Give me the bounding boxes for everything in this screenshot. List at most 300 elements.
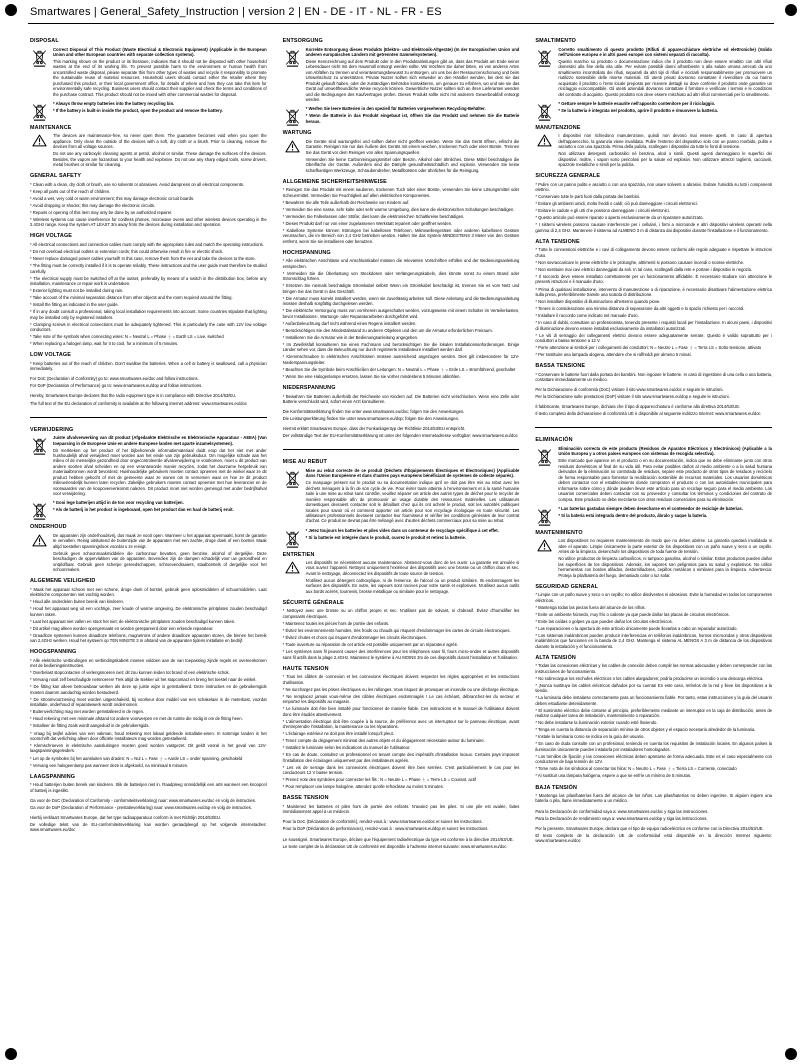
registration-mark-top-right [785,4,797,16]
paragraph: * L'éclairage extérieur ne doit pas être installé lorsqu'il pleut. [282,731,394,737]
section [535,363,772,384]
paragraph: * Bewahren Sie Batterien außerhalb der Reichweite von Kindern auf. Die Batterien nicht verschlucken. Wenn eine Zelle oder Batterie verschluckt wird, sofort einen Arzt konsultieren. [282,393,520,405]
paragraph: * Never replace damaged power cables yourself! In this case, remove them from the net and take the devices to the store. [30,256,256,262]
paragraph: * Conservare le batterie fuori dalla portata dei bambini. Non ingoiare le batterie. In caso di ingestione di una cella o una batteria, contattare immediatamente un medico. [535,371,772,383]
paragraph: * Les systèmes sans fil peuvent causer des interférences pour les téléphones sans fil, fours micro-ondes et autres dispositifs sans fil actifs dans la plage 2,4GHz. Maintenez le système à AU MOINS 3m de ces dispositifs durant l'installation et l'utilisation. [282,649,520,660]
paragraph: * Avoid dropping or shocks; this may damage the electronic circuits. [30,202,156,208]
section-text [535,372,772,385]
paragraph: * Tous les câbles de connexion et les connexions électriques doivent respecter les règles appropriées et les instructions d'utilisation. [282,674,520,685]
section-heading: HIGH VOLTAGE [30,233,73,240]
section-text [53,133,267,169]
language-block-en [30,38,267,408]
paragraph: Hereby, Smartwares Europe declares that the radio equipment type is in compliance with Directive 2014/53/EU. [30,393,237,399]
paragraph: * Alle elektrische verbindingen en verbindingskabels moeten voldoen aan de van toepassing zijnde regels en overeenkomen met de bedieningsinstructies. [30,657,267,669]
paragraph: * Maintenez les batteries et piles hors de portée des enfants. N'avalez pas les piles. Si une pile est avalée, faites immédiatement appel à un médecin. [282,803,520,815]
section [535,125,772,169]
paragraph: Este marcado que aparece en el producto o en su documentación, indica que no debe eliminarse junto con otros residuos domésticos al final de su vida útil. Para evitar posibles daños al medio ambiente o a la salud humana derivados de la eliminación no controlada de residuos, separe este producto de otros tipos de residuos y recíclelo de forma responsable para fomentar la reutilización sostenible de recursos materiales. Los usuarios domésticos deben contactar con el establecimiento donde compraron el producto o con las autoridades municipales para informarse sobre cómo y dónde pueden llevar este artículo para un reciclaje seguro para el medio ambiente. Los usuarios comerciales deben contactar con su proveedor y consultar los términos y condiciones del contrato de compra. Este producto no debe mezclarse con otros residuos comerciales para su eliminación. [558,458,772,502]
section-text [535,592,772,651]
paragraph: * Évitez les environnements humides, très froids ou chauds qui risquent d'endommager les cartes de circuits électroniques. [282,627,511,633]
weee-bin-icon [30,101,49,121]
paragraph: Diese Kennzeichnung auf dem Produkt oder in den Produktanleitungen gibt an, dass das Produkt am Ende seiner Lebensdauer nicht mit dem Hausmüll entsorgt werden sollte. Wir möchten Sie daher bitten, es von anderen Arten von Abfällen zu trennen und verantwortungsbewusst zu entsorgen, um uns bei der Ressourcenschonung und beim Umweltschutz zu unterstützen. Private Nutzer sollten sich entweder an den Händler wenden, bei dem sie das Produkt gekauft haben, oder die zuständigen Behörden kontaktieren, um genauer zu erfahren, wo und wie sie das Gerät auf umweltfreundliche Weise recyceln können. Gewerbliche Nutzer sollten sich an ihren Lieferanten wenden und die Bedingungen des Kaufvertrages prüfen. Dieses Produkt sollte nicht mit anderem Gewerbeabfall entsorgt werden. [305,59,520,103]
section-heading: SEGURIDAD GENERAL [535,583,599,590]
paragraph: * Overbelast stopcontacten of verlengsnoeren niet; dit zou kunnen leiden tot brand of een elektrische schok. [30,670,230,676]
paragraph: * Evitare le cadute e gli urti che possono danneggiare i circuiti elettronici. [535,208,670,214]
section-heading: ENTSORGUNG [282,38,323,44]
paragraph: Do not use any carboxylic cleaning agents or petrol, alcohol or similar. These damage the surfaces of the devices. Besides, the vapors are hazardous to your health and explosive. Do not use any sharp edged tools, screw drivers, metal brushes or similar for cleaning. [53,151,267,168]
section-row [283,426,520,440]
section-row [283,187,520,246]
section [535,239,772,359]
paragraph: I dispositivi non richiedono manutenzione, quindi non devono mai essere aperti. In caso di apertura dell'apparecchio, la garanzia viene invalidata. Pulire l'esterno del dispositivo solo con un panno morbido, pulito e asciutto o con una spazzola. Prima della pulizia, scollegare i dispositivi da tutte le fonti di tensione. [558,133,772,150]
paragraph: * Non installare dispositivi di illuminazione all'esterno quando piove. [535,299,661,305]
section-row [535,182,772,235]
section-row [535,592,772,651]
paragraph: * Si la batterie est intégrée dans le produit, ouvrez le produit et retirez la batterie. [305,534,466,540]
section-row [535,446,772,504]
warning-triangle-icon [535,538,554,579]
section-row [535,538,772,579]
section-text [306,47,520,105]
paragraph: * Take note of the symbols when connecting wires: N = Neutral L = Phase ⏚ = Earth LS = Live, switched [30,334,224,340]
section [283,130,520,174]
section-heading: GENERAL SAFETY [30,173,82,180]
weee-bin-icon [535,446,554,504]
paragraph: * Todas las conexiones eléctricas y los cables de conexión deben cumplir las normas adecuadas y deben corresponder con las instrucciones de funcionamiento. [535,663,772,674]
paragraph: * La luminaria debe instalarse correctamente para un funcionamiento fiable. Por tanto, estas instrucciones y la guía del usuario deben estudiarse detenidamente. [535,695,772,706]
registration-mark-top-left [5,4,17,16]
paragraph: * No sobrecargue los enchufes eléctricos o los cables alargadores; podría producirse un incendio o una descarga eléctrica. [535,675,764,681]
paragraph: * El suministro eléctrico debe cortarse al principio, preferiblemente mediante un interruptor en la caja de distribución, antes de realizar cualquier tarea de instalación, mantenimiento o reparación. [535,707,772,719]
paragraph: For DoP (Declaration of Performance) go to: www.smartwares.eu/dop and follow instructions. [30,383,203,389]
paragraph: * Evite un ambiente húmedo, muy frío o caliente ya que puede dañar las placas de circuitos electrónicos. [535,611,730,617]
paragraph: * Installez le luminaire selon les indications du manuel de l'utilisateur. [282,745,411,751]
weee-bin-icon [535,47,554,99]
paragraph: * Vermeiden Sie eine nasse, sehr kalte oder sehr warme Umgebung, dies kann die elektronischen Schaltungen beschädigen. [282,206,515,212]
paragraph: Non utilizzare detergenti carbossilici né benzina, alcol o simili. Questi agenti danneggiano le superfici dei dispositivi. Inoltre, i vapori sono pericolosi per la salute ed esplosivi. Non utilizzare attrezzi taglienti, cacciaviti, spazzole metalliche o simili per la pulizia. [558,151,772,168]
paragraph: * Pour remplacer une lampe halogène, attendez qu'elle refroidisse au moins 5 minutes. [282,784,444,790]
paragraph: * Jetez toujours les batteries et piles vides dans un conteneur de recyclage spécifique à cet effet. [305,527,499,533]
section-text [30,798,267,812]
section-row [283,47,520,105]
paragraph: N'utilisez aucun détergent carboxylique, ni de l'essence, de l'alcool ou un produit similaire. Ils endommagent les surfaces des dispositifs. En outre, les vapeurs sont nocives pour votre santé et explosives. N'utilisez aucun outils aux bords acérés, tournevis, brosse métallique ou similaire pour le nettoyage. [305,577,520,594]
section-text [283,409,520,423]
section-heading: BASSA TENSIONE [535,363,586,370]
paragraph: * Maak het apparaat schoon met een schone, droge doek of borstel, gebruik geen oplosmiddelen of schuurmiddelen. Laat elektrische componenten niet vochtig worden. [30,586,267,598]
section [283,600,520,662]
section-text [30,242,267,348]
section-row [283,528,520,548]
section-text [535,826,772,846]
section-row [283,468,520,526]
paragraph: Pour la DoC (Déclaration de conformité), rendez-vous à : www.smartwares.eu/doc et suivez les instructions. [282,819,483,825]
section-row [535,506,772,526]
paragraph: * Als de batterij in het product is ingebouwd, open het product dan en haal de batterij eruit. [53,507,234,513]
paragraph: Por la presente, Smartwares Europe, declara que el tipo de equipo radioeléctrico es conforme con la Directiva 2014/53/UE. [535,825,764,831]
section-row [30,242,267,348]
section-text [283,426,520,440]
paragraph: No utilice productos de limpieza carboxílicos, ni tampoco gasolina, alcohol o similar. Estos productos pueden dañar las superficies de los dispositivos. Además, los vapores son peligrosos para su salud y explosivos. No utilice herramientas con bordes afilados, destornilladores, cepillos metálicos o similares para la limpieza. Advertencia: Proteja la pila/batería del fuego, demasiado calor o luz solar. [558,556,772,578]
block-divider [535,427,772,428]
weee-bin-icon [283,528,302,548]
paragraph: Para la Declaración de conformidad vaya a: www.smartwares.eu/doc y siga las instrucciones. [535,808,709,814]
paragraph: * Repairs or opening of this item may only be done by an authorized repairer. [30,209,173,215]
paragraph: Questo marchio su prodotto o documentazione indica che il prodotto non deve essere smaltito con altri rifiuti domestici alla fine della vita utile. Per evitare possibili danni all'ambiente o alla salute umana arrecati da uno smaltimento incontrollato dei rifiuti, separarli da altri tipi di rifiuti e riciclarli responsabilmente per promuovere un riutilizzo sostenibile delle risorse materiali. Gli utenti privati dovranno contattare il rivenditore da cui hanno acquistato il prodotto o l'ente locale preposto per ricevere dettagli su dove conferire il prodotto onde garantire un riciclaggio ecocompatibile. Gli utenti aziendali dovranno contattare il fornitore e verificare i termini e le condizioni del contratto di acquisto. Questo prodotto non deve essere mischiato ad altri rifiuti commerciali per lo smaltimento. [558,59,772,97]
section-row [30,376,267,390]
weee-bin-icon [535,101,554,121]
paragraph: * Per sostituire una lampada alogena, attendere che si raffreddi per almeno 5 minuti. [535,352,692,358]
section-text [558,506,772,526]
section-text [558,47,772,99]
registration-mark-bottom-right [785,1048,797,1060]
section-heading: MISE AU REBUT [282,459,327,466]
paragraph: Il testo completo della dichiarazione di conformità UE è disponibile al seguente indirizzo Internet: www.smartwares.eu/doc [535,411,761,417]
paragraph: * Houd rekening met een minimale afstand tot andere voorwerpen en met de ruimte die nodig is om de fitting heen. [30,716,243,722]
paragraph: * Nettoyez avec une brosse ou un chiffon propre et sec. N'utilisez pas de solvant, ni d'abrasif. Évitez d'humidifier les composants électriques. [282,608,520,619]
paragraph: * All electrical connections and connection cables must comply with the appropriate rules and match the operating instructions. [30,241,264,247]
paragraph: Verwenden Sie keine Carbonreinigungsmittel oder Benzin, Alkohol oder ähnliches. Diese Mittel beschädigen die Oberfläche der Geräte. Außerdem sind die Dämpfe gesundheitsschädlich und explosiv. Verwenden Sie keine scharfkantigen Werkzeuge, Schraubendreher, Metallbürsten oder ähnliches für die Reinigung. [305,156,520,173]
warning-triangle-icon [535,133,554,169]
paragraph: Les dispositifs ne nécessitent aucune maintenance. Abstenez-vous donc de les ouvrir. La garantie est annulée si vous ouvrez l'appareil. Nettoyez uniquement l'extérieur des dispositifs avec une brosse ou un chiffon doux et sec. Avant le nettoyage, déconnectez les dispositifs de toute source de tension. [305,560,520,576]
section-row [535,101,772,121]
language-block-de [283,38,520,440]
section-text [30,182,267,230]
section-text [306,106,520,126]
section-row [535,793,772,806]
section-heading: SICUREZZA GENERALE [535,173,601,180]
paragraph: * The electrical supply must be switched off at the outset, preferably by means of a switch in the distribution box, before any installation, maintenance or repair work is undertaken. [30,275,267,287]
paragraph: * Berücksichtigen Sie den Mindestabstand zu anderen Objekten und den um die Armatur erforderlichen Freiraum. [282,327,493,333]
section-row [283,608,520,661]
section-row [30,361,267,374]
section-text [306,139,520,175]
paragraph: * Las reparaciones o la apertura de este artículo únicamente puede llevarlas a cabo un reparador autorizado. [535,625,738,631]
paragraph: * Wenn die Batterie in das Produkt eingebaut ist, öffnen Sie das Produkt und nehmen Sie die Batterie heraus. [305,113,520,124]
section-row [283,837,520,851]
section-text [283,819,520,833]
paragraph: * Draadloze systemen kunnen draadloze telefoons, magnetrons of andere draadloze apparaten storen, die binnen het bereik van 2,4GHz werken. Houd het systeem op TEN MINSTE 3 m afstand van de apparaten tijdens installatie en bedrijf. [30,632,267,644]
section [283,385,520,406]
section [30,524,267,574]
section [30,774,267,795]
section [283,666,520,792]
section [283,837,520,851]
section [30,427,267,521]
section-heading: HOCHSPANNUNG [282,249,331,256]
section-row [30,798,267,812]
section [30,38,267,121]
columns [30,34,772,1046]
section-heading: BASSE TENSION [282,795,329,802]
section [535,173,772,235]
section [283,250,520,381]
paragraph: * Evite las caídas o golpes ya que pueden dañar los circuitos electrónicos. [535,618,673,624]
paragraph: * Vraag bij twijfel advies van een vakman, houd rekening met lokaal geldende installatie-eisen. In sommige landen is het voorschrift dat verlichting alleen door officiële installateurs mag worden geïnstalleerd. [30,730,267,741]
paragraph: * Gettare sempre le batterie esaurite nell'apposito contenitore per il riciclaggio. [558,100,716,106]
section-heading: LOW VOLTAGE [30,352,71,359]
paragraph: Mise au rebut correcte de ce produit (Déchets d'Équipements Électriques et Électroniques) (Applicable dans l'Union Européenne et dans d'autres pays européens bénéficiant de systèmes de collecte séparés). [305,467,520,479]
section-row [283,139,520,175]
section-row [30,393,267,407]
warning-triangle-icon [283,139,302,175]
section-text [535,387,772,401]
section [283,409,520,423]
section-text [53,435,267,498]
section-heading: MANTENIMIENTO [535,529,583,536]
paragraph: * Houd alle onderdelen buiten bereik van kinderen. [30,599,125,605]
paragraph: * Keep batteries out of the reach of children. Don't swallow the batteries. When a cell or battery is swallowed, call a physician immediately. [30,360,267,372]
section-heading: MAINTENANCE [30,124,72,131]
section [283,552,520,596]
section-heading: ALLGEMEINE SICHERHEITSHINWEISE [282,178,387,185]
section-text [30,587,267,646]
paragraph: * Tenere in considerazione una minima distanza di separazione da altri oggetti e lo spazio richiesto per i raccordi. [535,306,745,312]
paragraph: * Non sostituire mai cavi elettrici danneggiati da soli. In tal caso, scollegarli dalla rete e portare i dispositivi in negozio. [535,266,753,272]
section-heading: ELIMINACIÓN [535,437,573,444]
section-text [53,500,267,520]
section-row [535,663,772,780]
paragraph: * De fitting kan alleen betrouwbaar werken als deze op juiste wijze is geïnstalleerd. Deze instructies en de gebruikersgids moeten daarom aandachtig worden bestudeerd. [30,684,267,695]
section-text [30,815,267,835]
paragraph: * When replacing a halogen lamp, wait for it to cool, for a minimum of 5 minutes. [30,341,179,347]
section-heading: ENTRETIEN [282,551,315,558]
paragraph: * Exterior lighting must not be installed during rain. [30,288,124,294]
paragraph: * En caso de duda consulte con un profesional, teniendo en cuenta los requisitos de instalación locales. En algunos países la iluminación únicamente pueden instalarla por instaladores homologados. [535,741,772,752]
paragraph: The devices are maintenance-free, so never open them. The guarantee becomes void when you open the appliance. Only clean the outside of the devices with a soft, dry cloth or a brush. Prior to cleaning, remove the devices from all voltage sources. [53,133,267,150]
section-row [30,500,267,520]
paragraph: * Install the fitting as indicated in the user guide. [30,302,119,308]
paragraph: * Évitez chutes et chocs qui risquent d'endommager les circuits électroniques. [282,635,427,641]
paragraph: * If in any doubt consult a professional, taking local installation requirements into account. Some countries stipulate that lighting may be installed only by registered installers. [30,309,267,320]
section [30,125,267,169]
paragraph: * En cas de doute, consultez un professionnel en tenant compte des impératifs d'installation locaux. Certains pays imposent l'installation des éclairages uniquement par des installateurs agréés. [282,752,520,763]
paragraph: * Le viti di serraggio dei collegamenti elettrici devono essere adeguatamente serrate. Questo è valido soprattutto per i conduttori a bassa tensione a 12 V. [535,332,772,344]
section-row [535,404,772,418]
paragraph: * Prenez note des symboles pour connecter les fils : N = Neutre L = Phase ⏚ = Terre LS = Courant, actif [282,777,477,783]
paragraph: Le texte complet de la déclaration UE de conformité est disponible à l'adresse internet suivante: www.smartwares.eu/doc [282,843,507,849]
paragraph: * Tenez compte du dégagement minimal des autres objets et du dégagement nécessaire autour du luminaire. [282,738,485,744]
block-divider [30,417,267,418]
section-heading: MANUTENZIONE [535,124,581,131]
weee-bin-icon [283,47,302,105]
section [535,809,772,823]
language-block-it [535,38,772,418]
paragraph: Il fabbricante, Smartwares Europe, dichiara che il tipo di apparecchiatura è conforme alla direttiva 2014/53/UE. [535,404,741,410]
paragraph: Per la Dichiarazione di conformità (DoC) visitare il sito www.smartwares.eu/doc e seguire le istruzioni. [535,387,724,393]
paragraph: * Clean with a clean, dry cloth or brush, use no solvents or abrasives. Avoid dampness on all electrical components. [30,181,245,187]
paragraph: For DoC (Declaration of Conformity) go to: www.smartwares.eu/doc and follow instructions. [30,376,199,382]
paragraph: * Les vis de serrage dans les connexions électriques doivent être bien serrées. C'est particulièrement le cas pour les conducteurs 12 V basse tension. [282,764,520,776]
paragraph: Die Leistungserklärung finden Sie unter www.smartwares.eu/dop; folgen Sie den Anweisungen. [282,416,460,422]
paragraph: De volledige tekst van de EU-conformiteitsverklaring kan worden geraadpleegd op het volgende internetadres: www.smartwares.eu/doc [30,821,267,833]
paragraph: * Porre attenzione ai simboli per i collegamenti dei conduttori: N = Neutro L = Fase ⏚ = Terra LS = Sotto tensione, attivato [535,345,762,351]
paragraph: Hierbij verklaart Smartwares Europe, dat het type radioapparatuur conform is met Richtlijn 2014/53/EU. [30,814,222,820]
section-row [30,533,267,574]
section-text [53,533,267,574]
section [30,798,267,812]
section-row [283,560,520,596]
paragraph: * De stroomvoorziening moet worden uitgeschakeld, bij voorkeur door middel van een schakelaar in de meterkast, voordat installatie, onderhoud of reparatiewerk wordt ondernomen. [30,696,267,708]
paragraph: * Always throw empty batteries into the battery recycling bin. [53,100,175,106]
paragraph: * Take account of the minimal separation distance from other objects and the room required around the fitting. [30,295,233,301]
paragraph: * Vermeiden Sie die Überlastung von Steckdosen oder Verlängerungskabeln, dies könnte sonst zu einem Brand oder Stromschlag führen. [282,270,520,282]
section-row [283,106,520,126]
section [283,459,520,547]
paragraph: * Limpie con un paño suave y seco o un cepillo; no utilice disolventes ni abrasivos. Evite la humedad en todos los componentes eléctricos. [535,592,772,603]
section-row [535,826,772,846]
paragraph: * Questo articolo può essere riparato o aperto esclusivamente da un riparatore autorizzato. [535,215,704,221]
paragraph: * Avoid a wet, very cold or warm environment; this may damage electronic circuit boards. [30,195,195,201]
column-1 [30,34,267,837]
warning-triangle-icon [30,533,49,574]
paragraph: This marking shown on the product or its literature, indicates that it should not be disposed with other household wastes at the end of its working life. To prevent possible harm to the environment or human health from uncontrolled waste disposal, please separate this from other types of wastes and recycle it responsibly to promote the sustainable reuse of material resources. Household users should contact either the retailer where they purchased this product, or their local government office, for details of where and how they can take this item for environmentally safe recycling. Business users should contact their supplier and check the terms and conditions of the purchase contract. This product should not be mixed with other commercial wastes for disposal. [53,59,267,97]
paragraph: * Tome nota de los símbolos al conectar los hilos: N = Neutro L = Fase ⏚ = Tierra LS = Corriente, conectado [535,766,737,772]
section-row [30,182,267,230]
weee-bin-icon [283,468,302,526]
section-heading: SÉCURITÉ GÉNÉRALE [282,599,344,606]
warning-triangle-icon [30,133,49,169]
paragraph: Der vollständige Text der EU-Konformitätserklärung ist unter der folgenden Internetadresse verfügbar: www.smartwares.eu/doc [282,433,518,439]
section-text [30,361,267,374]
section-row [283,394,520,407]
paragraph: * No debe instalarse la iluminación exterior cuando esté lloviendo. [535,720,658,726]
paragraph: * Ne surchargez pas les prises électriques ou les rallonges. Vous risquez de provoquer un incendie ou une décharge électrique. [282,686,520,692]
section-heading: NIEDERSPANNUNG [282,385,336,392]
weee-bin-icon [30,435,49,498]
paragraph: Corretto smaltimento di questo prodotto (Rifiuti di apparecchiature elettriche ed elettroniche) (Valido nell'Unione europea e in altri paesi europei con sistemi separati di raccolta). [558,46,772,57]
paragraph: * Laat het apparaat niet vallen en stoot het niet; de elektronische printplaten zouden beschadigd kunnen raken. [30,618,236,624]
paragraph: Ga voor de DoP (Declaration of Performance - prestatieverklaring) naar: www.smartwares.eu/dop en volg de instructies. [30,804,252,810]
paragraph: * Installeer de fitting zoals wordt aangeduid in de gebruikersgids. [30,723,150,729]
language-block-nl [30,427,267,835]
section [30,173,267,229]
section-row [283,258,520,381]
paragraph: Juiste afvalverwerking van dit product (Afgedankte Elektrische en Elektronische Apparatuur - AEEA) (Van toepassing in de Europese Unie en andere Europese landen met aparte inzamelsystemen). [53,435,267,446]
section [30,376,267,390]
section-row [283,804,520,817]
paragraph: De apparaten zijn onderhoudsvrij, dus maak ze nooit open. Wanneer u het apparaat openmaakt, komt de garantie te vervallen. Reinig uitsluitend de buitenzijde van de apparaten met een zachte, droge doek of een borstel. Maak altijd toestellen spanningsloos voordat u ze reinigt. [53,532,267,549]
section-text [53,47,267,99]
paragraph: * Ersetzen Sie niemals beschädigte Stromkabel selbst! Wenn ein Stromkabel beschädigt ist, trennen Sie es vom Netz und bringen Sie das Gerät in das Geschäft. [282,283,520,294]
block-divider [283,449,520,450]
section-text [283,804,520,817]
paragraph: * Vervang een halogeenlamp pas wanneer deze is afgekoeld, na minimaal 5 minuten. [30,762,189,768]
section-text [283,674,520,791]
paragraph: * Pulire con un panno pulito e asciutto o con una spazzola, non usare solventi o abrasivi. Evitare l'umidità su tutti i componenti elettrici. [535,181,772,193]
section [283,179,520,246]
section-heading: HAUTE TENSION [282,665,329,672]
section-row [535,387,772,401]
section-text [30,376,267,390]
paragraph: * Maintenez toutes les pièces hors de portée des enfants. [282,620,390,626]
section-text [535,404,772,418]
paragraph: * Il raccordo deve essere installato correttamente per un funzionamento affidabile. È necessario studiare con attenzione le presenti istruzioni e il manuale d'uso. [535,274,772,285]
section [535,530,772,580]
section [535,38,772,121]
paragraph: * Kabellose Systeme können Störungen bei kabellosen Telefonen, Mikrowellengeräten oder anderen kabellosen Geräten verursachen, die im Bereich von 2,4 GHz betrieben werden. Halten Sie das System MINDESTENS 3 Meter von den Geräten entfernt, wenn Sie sie installieren oder benutzen. [282,227,520,244]
paragraph: * Vermeiden Sie Fallenlassen oder Stöße; dies kann die elektronischen Schaltkreise beschädigen. [282,213,465,219]
language-block-fr [283,459,520,850]
paragraph: * If the battery is built-in inside the product, open the product and remove the battery. [53,107,223,113]
paragraph: * Conservare tutte le parti fuori dalla portata dei bambini. [535,194,641,200]
paragraph: * Bewahren Sie alle Teile außerhalb der Reichweite von Kindern auf. [282,199,410,205]
section-row [30,587,267,646]
paragraph: * Houd het apparaat weg uit een vochtige, zeer koude of warme omgeving. De elektronische printplaten zouden beschadigd kunnen raken. [30,606,267,617]
paragraph: * Ne remplacez jamais vous-même des câbles électriques endommagés ! Le cas échéant, débranchez-les du secteur et emportez les dispositifs au magasin. [282,693,520,705]
section-text [306,468,520,526]
paragraph: * Let op de symbolen bij het aansluiten van draden: N = Nul L = Fase ⏚ = Aarde LS = onder spanning, geschakeld [30,755,243,761]
paragraph: * Installare il raccordo come indicato nel manuale d'uso. [535,313,639,319]
page-title: Smartwares | General_Safety_Instruction | version 2 | EN - DE - IT - NL - FR - ES [30,6,442,18]
section-text [535,663,772,780]
section-text [535,182,772,235]
paragraph: Dit merkteken op het product of het bijbehorende informatiemateriaal duidt erop dat het niet met ander huishoudelijk afval verwijderd moet worden aan het einde van zijn gebruiksduur. Om mogelijke schade aan het milieu of de menselijke gezondheid door ongecontroleerde afvalverwijdering te voorkomen, moet u dit product van andere soorten afval scheiden en op een verantwoorde manier recyclen, zodat het duurzame hergebruik van materiaalbronnen wordt bevorderd. Huishoudelijke gebruikers moeten contact opnemen met de winkel waar ze dit product hebben gekocht of met de gemeente waar ze wonen om te vernemen waar en hoe ze dit product milieuvriendelijk kunnen laten recyclen. Zakelijke gebruikers moeten contact opnemen met hun leverancier en de voorwaarden van de koopovereenkomst nalezen. Dit product moet niet worden gemengd met ander bedrijfsafval voor verwijdering. [53,447,267,497]
section-text [283,837,520,851]
paragraph: Los dispositivos no requieren mantenimiento de modo que no deben abrirse. La garantía quedará invalidada si abre el aparato. Limpie únicamente la parte exterior de los dispositivos con un paño suave y seco o un cepillo. Antes de la limpieza, desenchufe los dispositivos de toda fuente de tensión. [558,538,772,555]
paragraph: * Vervang nooit zelf beschadigde netsnoeren! Trek altijd de stekker uit het stopcontact en breng het toestel naar de winkel. [30,677,257,683]
section-text [283,608,520,661]
section-text [558,538,772,579]
paragraph: * Se la batteria è integrata nel prodotto, aprire il prodotto e rimuovere la batteria. [558,107,718,113]
section [30,815,267,835]
section-heading: LAAGSPANNING [30,773,76,780]
section-row [30,815,267,835]
paragraph: Para la Declaración de rendimiento vaya a: www.smartwares.eu/dop y siga las instrucciones. [535,815,708,821]
section [283,795,520,816]
paragraph: * Beachten Sie die Symbole beim Anschließen der Leitungen: N = Neutral L = Phase ⏚ = Erde LS = stromführend, geschaltet [282,366,516,372]
paragraph: * Gooi lege batterijen altijd in de ton voor recycling van batterijen. [53,500,184,506]
paragraph: Ga voor de DoC (Declaration of Conformity - conformiteitsverklaring) naar: www.smartwares.eu/doc en volg de instructies. [30,797,256,803]
paragraph: * L'alimentation électrique doit être coupée à la source, de préférence avec un interrupteur sur le panneau électrique, avant d'entreprendre l'installation, la maintenance ou les réparations. [282,718,520,730]
paragraph: Hiermit erklärt Smartwares Europe, dass der Funkanlagentyp der Richtlinie 2014/53/EU entspricht. [282,426,466,432]
section-heading: ONDERHOUD [30,524,67,531]
section-row [30,133,267,169]
section [283,819,520,833]
section-heading: ALGEMENE VEILIGHEID [30,578,96,585]
section-text [558,101,772,121]
paragraph: * I sistemi wireless possono causare interferenze per i cellulari, i forni a microonde e altri dispositivi wireless operanti nella gamma di 2,4 GHz. Mantenere il sistema ad ALMENO 3 m di distanza dai dispositivi durante l'installazione e il funzionamento. [535,222,772,233]
section-row [30,435,267,498]
paragraph: * Do not overload electrical outlets or extension cords; this could otherwise result in fire or electric shock. [30,249,224,255]
paragraph: * Mantenga las pilas/baterías fuera del alcance de los niños. Las pilas/baterías no deben ingerirse. Si alguien ingiere una batería o pila, llame inmediatamente a un médico. [535,793,772,804]
paragraph: * Tenga en cuenta la distancia de separación mínima de otros objetos y el espacio necesario alrededor de la luminaria. [535,727,756,733]
section [535,655,772,781]
section-row [283,674,520,791]
section-text [558,133,772,169]
paragraph: Korrekte Entsorgung dieses Produkts (Elektro- und Elektronik-Altgeräte) (In der Europäischen Union und anderen europäischen Ländern mit getrennten Sammelsystemen). [305,46,520,57]
paragraph: Ce marquage présent sur le produit ou sa documentation indique qu'il ne doit pas être mis au rebut avec les déchets ménagers à la fin de son cycle de vie. Pour éviter toute atteinte à l'environnement et à la santé humaine suite à une mise au rebut sans contrôle, veuillez séparer cet article des autres types de déchet pour le recycler de manière responsable afin de promouvoir un usage durable des ressources matérielles. Les utilisateurs domestiques devraient contacter soit le détaillant chez qui ils ont acheté le produit, soit les autorités publiques locales pour savoir où et comment apporter cet article pour son recyclage écologique en toute sécurité. Les utilisateurs professionnels devraient contacter leur fournisseur et vérifier les conditions générales de leur contrat d'achat. Ce produit ne devrait pas être mélangé avec d'autres déchets commerciaux pour sa mise au rebut. [305,480,520,524]
section [30,649,267,769]
paragraph: Die Geräte sind wartungsfrei und sollten daher nicht geöffnet werden. Wenn Sie das Gerät öffnen, erlischt die Garantie. Reinigen Sie nur das Äußere des Geräts mit einem weichen, trockenen Tuch oder einer Bürste. Trennen Sie das Gerät vor dem Reinigen von allen Spannungsquellen. [305,138,520,155]
section-text [30,393,267,407]
section [535,826,772,846]
section-row [30,47,267,99]
paragraph: * Die Armatur muss korrekt installiert werden, wenn sie zuverlässig arbeiten soll. Diese Anleitung und die Bedienungsanleitung müssen deshalb sorgfältig durchgelesen werden. [282,295,520,307]
section [535,584,772,651]
section [535,404,772,418]
registration-mark-bottom-left [5,1048,17,1060]
section-row [535,372,772,385]
paragraph: * Außenbeleuchtung darf nicht während eines Regens installiert werden. [282,320,417,326]
paragraph: * Toute ouverture ou réparation de cet article est possible uniquement par un réparateur agréé. [282,642,459,648]
section-text [535,793,772,806]
section-text [535,809,772,823]
section-row [30,782,267,795]
paragraph: * Instale la luminaria como se indica en la guía del usuario. [535,734,645,740]
section-row [283,409,520,423]
section-text [283,187,520,246]
section [30,352,267,373]
paragraph: * Buitenverlichting mag niet worden geïnstalleerd in de regen. [30,709,145,715]
